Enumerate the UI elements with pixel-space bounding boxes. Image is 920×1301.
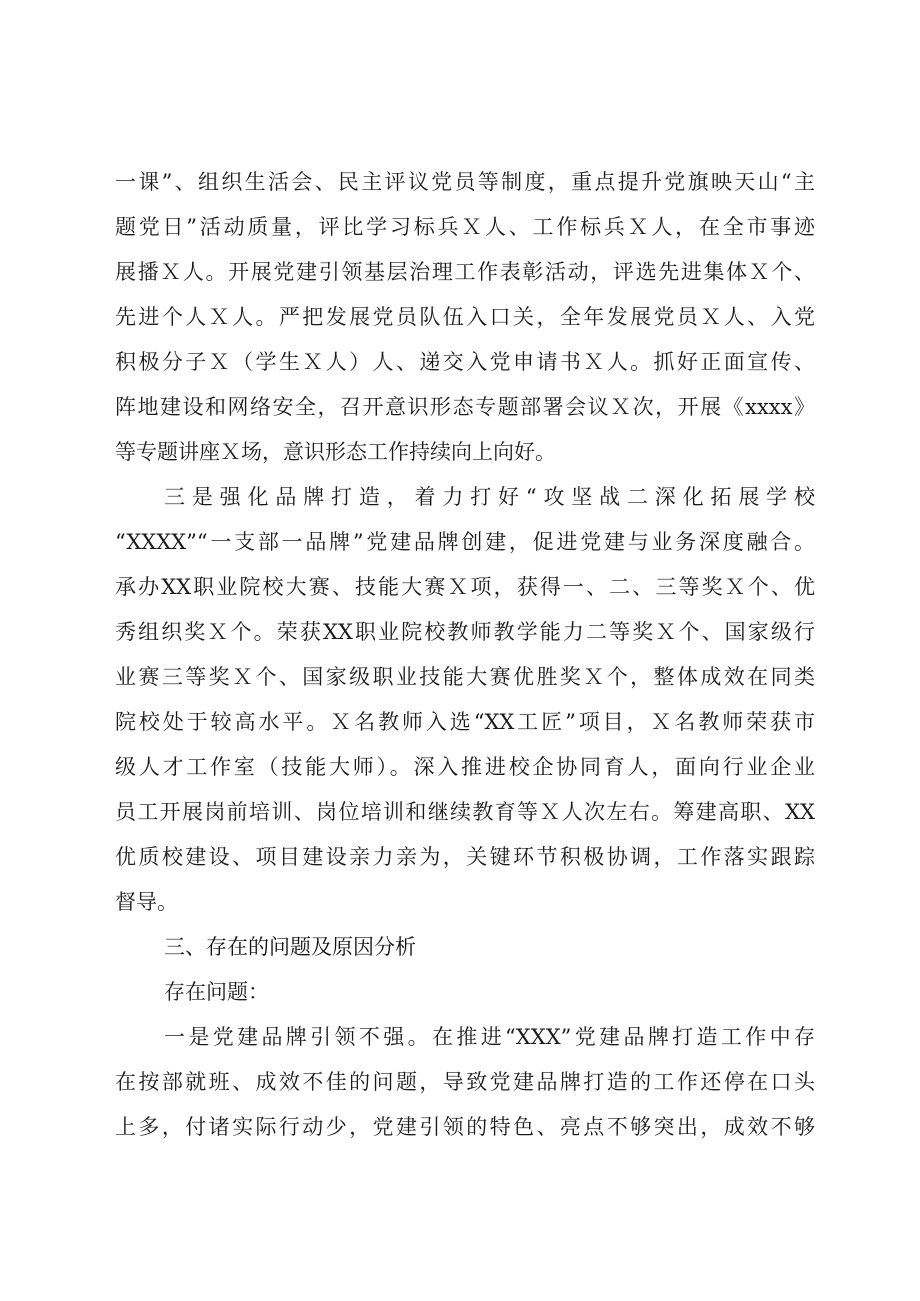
body-text-line: 院校处于较高水平。Ｘ名教师入选“XX工匠”项目，Ｘ名教师荣获市 xyxy=(115,710,815,734)
body-text-line: 等专题讲座Ｘ场，意识形态工作持续向上向好。 xyxy=(115,440,556,464)
body-text-line: 秀组织奖Ｘ个。荣获XX职业院校教师教学能力二等奖Ｘ个、国家级行 xyxy=(115,620,815,644)
body-text-line: 一课”、组织生活会、民主评议党员等制度，重点提升党旗映天山“主 xyxy=(115,170,815,194)
body-text-line: 员工开展岗前培训、岗位培训和继续教育等Ｘ人次左右。筹建高职、XX xyxy=(115,800,815,824)
section-heading: 三、存在的问题及原因分析 xyxy=(164,935,416,959)
body-text-line: 优质校建设、项目建设亲力亲为，关键环节积极协调，工作落实跟踪 xyxy=(115,845,815,869)
body-text-line: 业赛三等奖Ｘ个、国家级职业技能大赛优胜奖Ｘ个，整体成效在同类 xyxy=(115,665,815,689)
body-text-line: 先进个人Ｘ人。严把发展党员队伍入口关，全年发展党员Ｘ人、入党 xyxy=(115,305,815,329)
body-text-line: 一是党建品牌引领不强。在推进“XXX”党建品牌打造工作中存 xyxy=(164,1025,815,1049)
subheading: 存在问题： xyxy=(164,980,269,1004)
body-text-line: “XXXX”“一支部一品牌”党建品牌创建，促进党建与业务深度融合。 xyxy=(115,530,815,554)
body-text-line: 上多，付诸实际行动少，党建引领的特色、亮点不够突出，成效不够 xyxy=(115,1115,815,1139)
body-text-line: 承办XX职业院校大赛、技能大赛Ｘ项，获得一、二、三等奖Ｘ个、优 xyxy=(115,575,815,599)
body-text-line: 级人才工作室（技能大师）。深入推进校企协同育人，面向行业企业 xyxy=(115,755,815,779)
body-text-line: 题党日”活动质量，评比学习标兵Ｘ人、工作标兵Ｘ人，在全市事迹 xyxy=(115,215,815,239)
body-text-line: 积极分子Ｘ（学生Ｘ人）人、递交入党申请书Ｘ人。抓好正面宣传、 xyxy=(115,350,815,374)
body-text-line: 在按部就班、成效不佳的问题，导致党建品牌打造的工作还停在口头 xyxy=(115,1070,815,1094)
body-text-line: 三是强化品牌打造，着力打好“攻坚战二深化拓展学校 xyxy=(164,485,815,509)
body-text-line: 督导。 xyxy=(115,890,178,914)
body-text-line: 阵地建设和网络安全，召开意识形态专题部署会议Ｘ次，开展《xxxx》 xyxy=(115,395,815,419)
body-text-line: 展播Ｘ人。开展党建引领基层治理工作表彰活动，评选先进集体Ｘ个、 xyxy=(115,260,815,284)
